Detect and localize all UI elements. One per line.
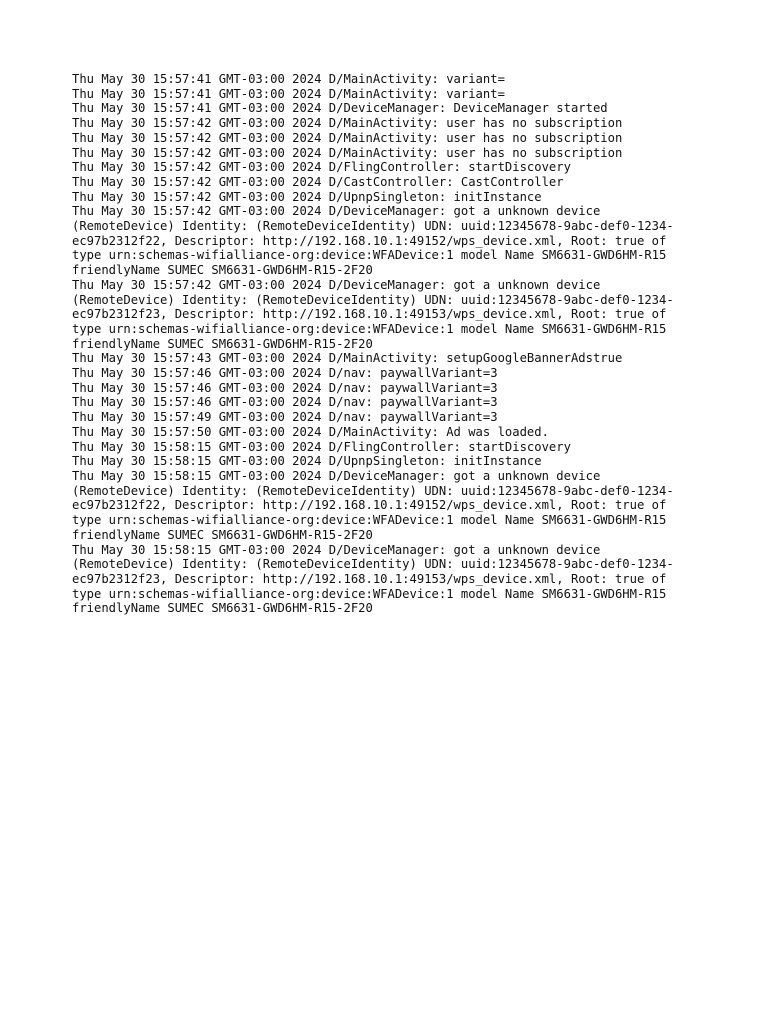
log-entry: Thu May 30 15:57:42 GMT-03:00 2024 D/CastController: CastController — [72, 174, 564, 189]
log-entry: Thu May 30 15:57:43 GMT-03:00 2024 D/MainActivity: setupGoogleBannerAdstrue — [72, 351, 623, 366]
log-entry: Thu May 30 15:57:41 GMT-03:00 2024 D/DeviceManager: DeviceManager started — [72, 101, 608, 116]
log-entry: Thu May 30 15:57:41 GMT-03:00 2024 D/MainActivity: variant= — [72, 72, 505, 86]
log-entry: Thu May 30 15:57:42 GMT-03:00 2024 D/DeviceManager: got a unknown device (RemoteDevice) Identity: (RemoteDeviceIdentity) UDN: uuid:12345678-9abc-def0-1234- ec97b2312f23, Descriptor: http://192.168.10.1:49153/wps_device.xml, Root: true of type urn:schemas-wifialliance-org:device:WFADevice:1 model Name SM6631-GWD6HM-R15 friendlyName SUMEC SM6631-GWD6HM-R15-2F20 — [72, 277, 674, 351]
log-entry: Thu May 30 15:58:15 GMT-03:00 2024 D/DeviceManager: got a unknown device (RemoteDevice) Identity: (RemoteDeviceIdentity) UDN: uuid:12345678-9abc-def0-1234- ec97b2312f22, Descriptor: http://192.168.10.1:49152/wps_device.xml, Root: true of type urn:schemas-wifialliance-org:device:WFADevice:1 model Name SM6631-GWD6HM-R15 friendlyName SUMEC SM6631-GWD6HM-R15-2F20 — [72, 468, 674, 542]
log-entry: Thu May 30 15:58:15 GMT-03:00 2024 D/UpnpSingleton: initInstance — [72, 454, 542, 469]
log-entry: Thu May 30 15:57:46 GMT-03:00 2024 D/nav: paywallVariant=3 — [72, 380, 498, 395]
log-entry: Thu May 30 15:58:15 GMT-03:00 2024 D/DeviceManager: got a unknown device (RemoteDevice) Identity: (RemoteDeviceIdentity) UDN: uuid:12345678-9abc-def0-1234- ec97b2312f23, Descriptor: http://192.168.10.1:49153/wps_device.xml, Root: true of type urn:schemas-wifialliance-org:device:WFADevice:1 model Name SM6631-GWD6HM-R15 friendlyName SUMEC SM6631-GWD6HM-R15-2F20 — [72, 542, 674, 616]
log-entry: Thu May 30 15:57:46 GMT-03:00 2024 D/nav: paywallVariant=3 — [72, 366, 498, 381]
log-entry: Thu May 30 15:57:50 GMT-03:00 2024 D/MainActivity: Ad was loaded. — [72, 424, 549, 439]
log-entry: Thu May 30 15:57:42 GMT-03:00 2024 D/FlingController: startDiscovery — [72, 160, 571, 175]
log-entry: Thu May 30 15:57:42 GMT-03:00 2024 D/DeviceManager: got a unknown device (RemoteDevice) Identity: (RemoteDeviceIdentity) UDN: uuid:12345678-9abc-def0-1234- ec97b2312f22, Descriptor: http://192.168.10.1:49152/wps_device.xml, Root: true of type urn:schemas-wifialliance-org:device:WFADevice:1 model Name SM6631-GWD6HM-R15 friendlyName SUMEC SM6631-GWD6HM-R15-2F20 — [72, 204, 674, 278]
log-entry: Thu May 30 15:57:49 GMT-03:00 2024 D/nav: paywallVariant=3 — [72, 410, 498, 425]
log-entry: Thu May 30 15:57:42 GMT-03:00 2024 D/UpnpSingleton: initInstance — [72, 189, 542, 204]
log-entry: Thu May 30 15:57:42 GMT-03:00 2024 D/MainActivity: user has no subscription — [72, 130, 623, 145]
log-entry: Thu May 30 15:57:46 GMT-03:00 2024 D/nav: paywallVariant=3 — [72, 395, 498, 410]
log-view — [72, 72, 696, 616]
log-entry: Thu May 30 15:57:42 GMT-03:00 2024 D/MainActivity: user has no subscription — [72, 116, 623, 131]
log-entry: Thu May 30 15:57:42 GMT-03:00 2024 D/MainActivity: user has no subscription — [72, 145, 623, 160]
log-entry: Thu May 30 15:57:41 GMT-03:00 2024 D/MainActivity: variant= — [72, 86, 505, 101]
log-entry: Thu May 30 15:58:15 GMT-03:00 2024 D/FlingController: startDiscovery — [72, 439, 571, 454]
